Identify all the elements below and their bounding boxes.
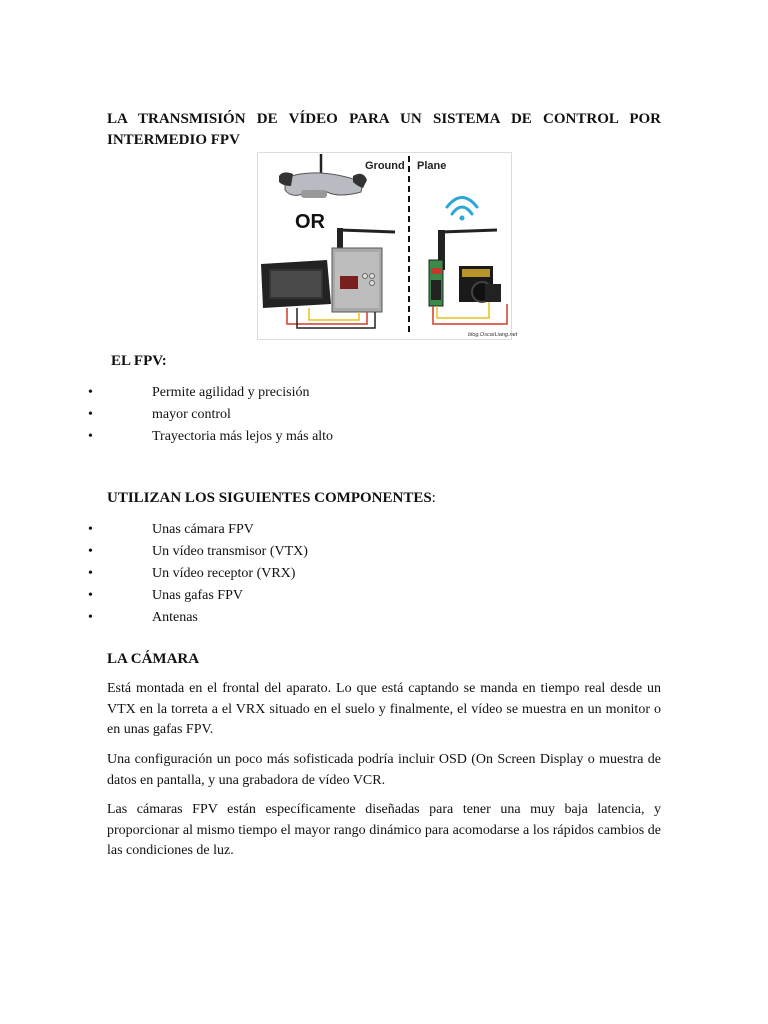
components-heading-colon: : [431, 490, 436, 506]
camera-paragraph: Está montada en el frontal del aparato. Lo que está captando se manda en tiempo real desde un VTX en la torreta a el VRX situado en el suelo y finalmente, el vídeo se muestra en un monitor o en unas gafas FPV. [107, 681, 661, 737]
fpv-monitor-icon [261, 260, 331, 308]
fpv-heading: EL FPV: [111, 353, 167, 369]
camera-paragraph: Las cámaras FPV están específicamente diseñadas para tener una muy baja latencia, y proporcionar al mismo tiempo el mayor rango dinámico para acomodarse a los rápidos cambios de las condiciones de luz. [107, 802, 661, 858]
ground-label: Ground [365, 160, 405, 172]
list-bullet: • [88, 385, 93, 400]
image-credit: blog.OscarLiang.net [468, 332, 518, 338]
camera-paragraph: Una configuración un poco más sofisticada podría incluir OSD (On Screen Display o muestra de datos en pantalla, y una grabadora de vídeo VCR. [107, 752, 661, 788]
list-bullet: • [88, 544, 93, 559]
or-label: OR [295, 211, 325, 233]
fpv-diagram [257, 152, 518, 340]
list-item: Un vídeo receptor (VRX) [152, 566, 296, 581]
list-item: Antenas [152, 610, 198, 625]
camera-heading: LA CÁMARA [107, 651, 200, 667]
list-bullet: • [88, 407, 93, 422]
list-item: Unas cámara FPV [152, 522, 254, 537]
title-line-1: LA TRANSMISIÓN DE VÍDEO PARA UN SISTEMA DE CONTROL POR [107, 111, 661, 127]
list-item: Permite agilidad y precisión [152, 385, 310, 400]
plane-label: Plane [417, 160, 447, 172]
list-item: Unas gafas FPV [152, 588, 243, 603]
list-item: Trayectoria más lejos y más alto [152, 429, 334, 444]
list-bullet: • [88, 566, 93, 581]
list-bullet: • [88, 429, 93, 444]
list-bullet: • [88, 610, 93, 625]
list-item: Un vídeo transmisor (VTX) [152, 544, 308, 559]
list-bullet: • [88, 522, 93, 537]
title-line-2: INTERMEDIO FPV [107, 132, 240, 148]
components-heading [107, 490, 436, 507]
components-heading-text: UTILIZAN LOS SIGUIENTES COMPONENTES [107, 490, 432, 506]
fpv-system-figure [257, 152, 518, 340]
list-item: mayor control [152, 407, 231, 422]
list-bullet: • [88, 588, 93, 603]
